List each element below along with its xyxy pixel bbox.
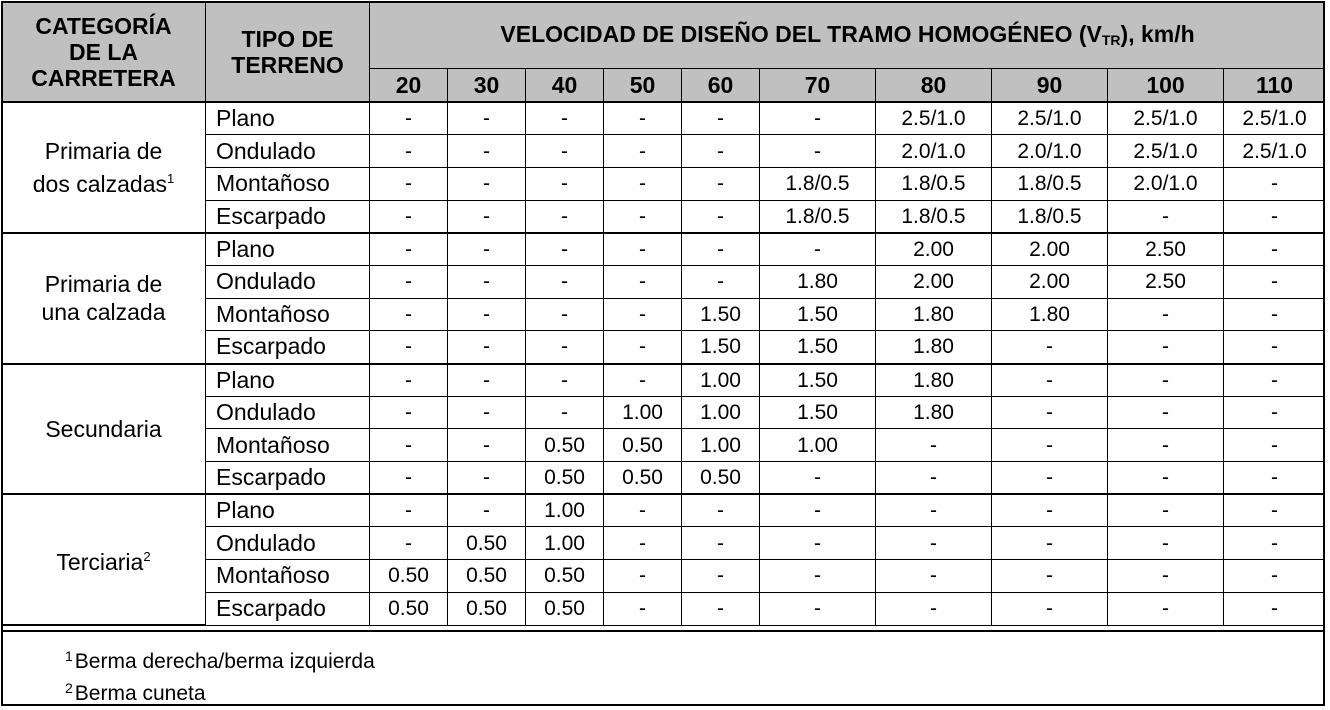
value-cell: 1.50 <box>682 331 760 364</box>
value-cell: - <box>370 102 448 135</box>
value-cell: - <box>992 592 1108 625</box>
value-cell: - <box>1108 364 1224 397</box>
footnote-1-marker: 1 <box>65 648 73 664</box>
value-cell: 1.00 <box>682 364 760 397</box>
terrain-cell: Montañoso <box>206 429 370 462</box>
value-cell: - <box>682 560 760 593</box>
value-cell: - <box>992 462 1108 495</box>
value-cell: - <box>876 592 992 625</box>
value-cell: - <box>1108 560 1224 593</box>
terrain-cell: Montañoso <box>206 167 370 200</box>
value-cell: 1.00 <box>526 527 604 560</box>
value-cell: 1.8/0.5 <box>760 167 876 200</box>
value-cell: - <box>526 135 604 168</box>
value-cell: - <box>876 429 992 462</box>
value-cell: - <box>604 102 682 135</box>
header-categoria-line1: CATEGORÍA <box>35 12 172 39</box>
terrain-cell: Ondulado <box>206 396 370 429</box>
value-cell: - <box>992 527 1108 560</box>
value-cell: 2.5/1.0 <box>1108 102 1224 135</box>
value-cell: - <box>604 135 682 168</box>
header-tipo-line1: TIPO DE <box>241 25 334 52</box>
value-cell: 1.8/0.5 <box>876 167 992 200</box>
value-cell: - <box>876 560 992 593</box>
value-cell: - <box>1224 233 1326 266</box>
value-cell: - <box>526 233 604 266</box>
header-categoria-line2: DE LA <box>69 38 138 65</box>
value-cell: - <box>1108 429 1224 462</box>
value-cell: - <box>526 265 604 298</box>
value-cell: 1.50 <box>760 331 876 364</box>
value-cell: - <box>370 298 448 331</box>
value-cell: 1.50 <box>760 298 876 331</box>
terrain-cell: Escarpado <box>206 592 370 625</box>
value-cell: 1.00 <box>526 494 604 527</box>
value-cell: - <box>1224 527 1326 560</box>
value-cell: - <box>1108 331 1224 364</box>
value-cell: - <box>682 592 760 625</box>
value-cell: - <box>448 298 526 331</box>
category-line2: dos calzadas <box>32 170 167 197</box>
value-cell: - <box>370 167 448 200</box>
footnote-2-text: Berma cuneta <box>74 682 206 705</box>
value-cell: 1.00 <box>682 429 760 462</box>
value-cell: - <box>604 298 682 331</box>
berma-width-table <box>1 1 1325 626</box>
value-cell: - <box>682 167 760 200</box>
header-velocidad-sub: TR <box>1101 32 1121 48</box>
value-cell: - <box>760 527 876 560</box>
speed-header-30: 30 <box>448 69 526 103</box>
value-cell: - <box>370 462 448 495</box>
value-cell: 2.5/1.0 <box>876 102 992 135</box>
value-cell: 1.00 <box>604 396 682 429</box>
value-cell: - <box>1224 462 1326 495</box>
category-line1: Secundaria <box>45 415 162 442</box>
header-velocidad <box>370 2 1326 69</box>
value-cell: - <box>876 527 992 560</box>
speed-header-60: 60 <box>682 69 760 103</box>
value-cell: - <box>448 265 526 298</box>
value-cell: - <box>526 200 604 233</box>
value-cell: 1.80 <box>876 364 992 397</box>
value-cell: 1.50 <box>682 298 760 331</box>
speed-header-100: 100 <box>1108 69 1224 103</box>
value-cell: - <box>370 429 448 462</box>
value-cell: - <box>448 233 526 266</box>
value-cell: 1.8/0.5 <box>760 200 876 233</box>
value-cell: 1.50 <box>760 364 876 397</box>
table-body <box>2 102 1326 625</box>
value-cell: - <box>1108 592 1224 625</box>
value-cell: 2.00 <box>992 233 1108 266</box>
value-cell: 2.0/1.0 <box>876 135 992 168</box>
value-cell: 0.50 <box>526 462 604 495</box>
value-cell: - <box>526 298 604 331</box>
value-cell: 0.50 <box>370 592 448 625</box>
value-cell: - <box>370 233 448 266</box>
value-cell: - <box>526 331 604 364</box>
value-cell: 2.5/1.0 <box>1108 135 1224 168</box>
category-line1: Terciaria <box>56 549 144 576</box>
value-cell: - <box>760 494 876 527</box>
value-cell: - <box>604 233 682 266</box>
value-cell: - <box>682 233 760 266</box>
value-cell: 2.5/1.0 <box>1224 135 1326 168</box>
value-cell: - <box>448 364 526 397</box>
category-cell <box>2 102 206 233</box>
berma-width-table-document <box>1 1 1325 706</box>
table-row <box>2 364 1326 397</box>
value-cell: - <box>760 560 876 593</box>
value-cell: - <box>682 265 760 298</box>
terrain-cell: Escarpado <box>206 462 370 495</box>
value-cell: 0.50 <box>370 560 448 593</box>
value-cell: - <box>992 429 1108 462</box>
header-tipo-line2: TERRENO <box>231 51 344 78</box>
value-cell: 1.8/0.5 <box>992 167 1108 200</box>
value-cell: - <box>1108 200 1224 233</box>
value-cell: 0.50 <box>604 429 682 462</box>
value-cell: 2.00 <box>876 233 992 266</box>
value-cell: - <box>876 462 992 495</box>
value-cell: - <box>1224 560 1326 593</box>
value-cell: - <box>760 462 876 495</box>
value-cell: - <box>1108 494 1224 527</box>
header-categoria-line3: CARRETERA <box>31 64 176 91</box>
category-footnote-marker: 1 <box>167 170 175 186</box>
value-cell: - <box>760 233 876 266</box>
category-line2: una calzada <box>41 299 166 326</box>
value-cell: - <box>370 527 448 560</box>
value-cell: 2.00 <box>876 265 992 298</box>
terrain-cell: Ondulado <box>206 265 370 298</box>
value-cell: 1.8/0.5 <box>992 200 1108 233</box>
header-velocidad-post: ), km/h <box>1120 21 1195 47</box>
terrain-cell: Plano <box>206 102 370 135</box>
category-cell <box>2 494 206 625</box>
value-cell: - <box>760 135 876 168</box>
footnotes <box>3 630 1323 706</box>
value-cell: - <box>604 331 682 364</box>
value-cell: - <box>370 200 448 233</box>
terrain-cell: Plano <box>206 364 370 397</box>
category-cell <box>2 233 206 364</box>
value-cell: - <box>370 331 448 364</box>
value-cell: 0.50 <box>526 429 604 462</box>
terrain-cell: Montañoso <box>206 298 370 331</box>
footnote-1-text: Berma derecha/berma izquierda <box>74 650 375 673</box>
value-cell: - <box>1108 527 1224 560</box>
terrain-cell: Plano <box>206 494 370 527</box>
speed-header-80: 80 <box>876 69 992 103</box>
value-cell: - <box>604 265 682 298</box>
value-cell: 0.50 <box>526 592 604 625</box>
value-cell: - <box>448 167 526 200</box>
value-cell: - <box>1224 364 1326 397</box>
header-tipo-terreno <box>206 2 370 103</box>
value-cell: - <box>682 200 760 233</box>
value-cell: - <box>604 560 682 593</box>
value-cell: - <box>992 396 1108 429</box>
value-cell: - <box>604 200 682 233</box>
footnote-1 <box>65 648 375 674</box>
value-cell: - <box>370 494 448 527</box>
value-cell: - <box>992 331 1108 364</box>
value-cell: - <box>682 102 760 135</box>
value-cell: - <box>526 102 604 135</box>
value-cell: 0.50 <box>448 560 526 593</box>
value-cell: 1.00 <box>760 429 876 462</box>
value-cell: - <box>1108 462 1224 495</box>
footnote-2-marker: 2 <box>65 680 73 696</box>
value-cell: - <box>526 167 604 200</box>
value-cell: - <box>1224 592 1326 625</box>
value-cell: - <box>682 494 760 527</box>
value-cell: - <box>526 364 604 397</box>
value-cell: - <box>1224 167 1326 200</box>
speed-header-90: 90 <box>992 69 1108 103</box>
value-cell: - <box>992 494 1108 527</box>
value-cell: - <box>1108 298 1224 331</box>
speed-header-40: 40 <box>526 69 604 103</box>
value-cell: 0.50 <box>448 592 526 625</box>
terrain-cell: Plano <box>206 233 370 266</box>
value-cell: - <box>604 364 682 397</box>
value-cell: 1.50 <box>760 396 876 429</box>
terrain-cell: Escarpado <box>206 331 370 364</box>
value-cell: 2.0/1.0 <box>1108 167 1224 200</box>
value-cell: 0.50 <box>682 462 760 495</box>
terrain-cell: Montañoso <box>206 560 370 593</box>
value-cell: - <box>1224 331 1326 364</box>
speed-header-20: 20 <box>370 69 448 103</box>
value-cell: 1.80 <box>992 298 1108 331</box>
value-cell: - <box>682 135 760 168</box>
table-row <box>2 494 1326 527</box>
value-cell: - <box>992 364 1108 397</box>
value-cell: - <box>1224 200 1326 233</box>
value-cell: 2.0/1.0 <box>992 135 1108 168</box>
value-cell: - <box>448 102 526 135</box>
footnote-2 <box>65 680 206 706</box>
speed-header-50: 50 <box>604 69 682 103</box>
value-cell: - <box>448 494 526 527</box>
table-row <box>2 233 1326 266</box>
value-cell: 2.00 <box>992 265 1108 298</box>
speed-header-110: 110 <box>1224 69 1326 103</box>
value-cell: - <box>604 167 682 200</box>
value-cell: - <box>992 560 1108 593</box>
value-cell: - <box>370 364 448 397</box>
value-cell: - <box>1224 396 1326 429</box>
value-cell: 1.00 <box>682 396 760 429</box>
value-cell: 2.5/1.0 <box>992 102 1108 135</box>
value-cell: - <box>448 135 526 168</box>
category-line1: Primaria de <box>44 137 163 164</box>
value-cell: - <box>682 527 760 560</box>
value-cell: 0.50 <box>526 560 604 593</box>
value-cell: - <box>370 396 448 429</box>
value-cell: - <box>370 265 448 298</box>
category-cell <box>2 364 206 495</box>
value-cell: - <box>604 494 682 527</box>
header-categoria <box>2 2 206 103</box>
category-line1: Primaria de <box>44 271 163 298</box>
category-footnote-marker: 2 <box>143 549 151 565</box>
value-cell: - <box>448 429 526 462</box>
value-cell: - <box>604 527 682 560</box>
value-cell: 1.80 <box>876 396 992 429</box>
terrain-cell: Escarpado <box>206 200 370 233</box>
value-cell: - <box>1224 429 1326 462</box>
value-cell: - <box>448 462 526 495</box>
terrain-cell: Ondulado <box>206 527 370 560</box>
value-cell: - <box>1224 298 1326 331</box>
value-cell: 1.80 <box>876 298 992 331</box>
value-cell: - <box>448 331 526 364</box>
value-cell: - <box>448 200 526 233</box>
value-cell: - <box>1224 265 1326 298</box>
value-cell: 1.8/0.5 <box>876 200 992 233</box>
value-cell: 2.5/1.0 <box>1224 102 1326 135</box>
value-cell: - <box>1224 494 1326 527</box>
value-cell: 2.50 <box>1108 233 1224 266</box>
value-cell: - <box>1108 396 1224 429</box>
value-cell: 2.50 <box>1108 265 1224 298</box>
value-cell: - <box>604 592 682 625</box>
table-row <box>2 102 1326 135</box>
value-cell: - <box>876 494 992 527</box>
value-cell: - <box>760 592 876 625</box>
value-cell: - <box>370 135 448 168</box>
value-cell: - <box>760 102 876 135</box>
value-cell: 0.50 <box>448 527 526 560</box>
header-velocidad-pre: VELOCIDAD DE DISEÑO DEL TRAMO HOMOGÉNEO (V <box>500 21 1102 47</box>
terrain-cell: Ondulado <box>206 135 370 168</box>
value-cell: - <box>526 396 604 429</box>
value-cell: - <box>448 396 526 429</box>
value-cell: 0.50 <box>604 462 682 495</box>
speed-header-70: 70 <box>760 69 876 103</box>
value-cell: 1.80 <box>876 331 992 364</box>
value-cell: 1.80 <box>760 265 876 298</box>
